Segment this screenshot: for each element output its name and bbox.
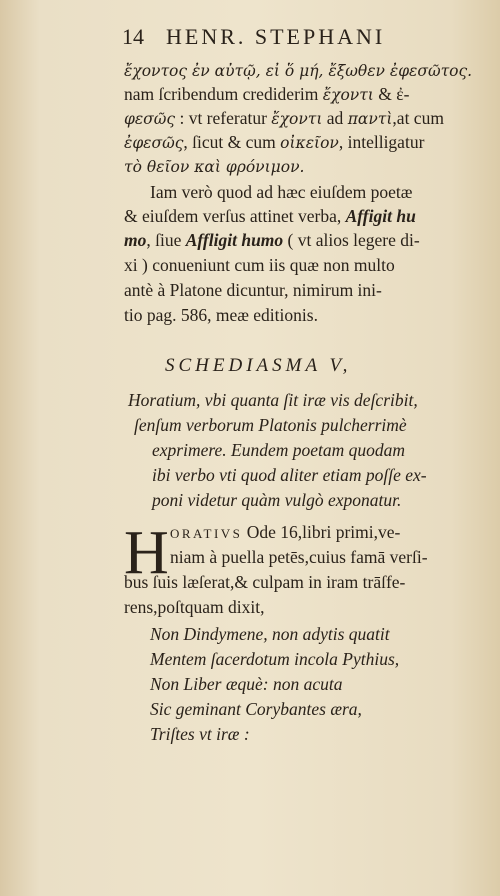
page-number: 14 [122, 24, 144, 49]
argument-line: ibi verbo vti quod aliter etiam poſſe ex- [152, 465, 427, 485]
text-line: xi ) conueniunt cum iis quæ non multo [124, 255, 395, 275]
running-title: HENR. STEPHANI [166, 24, 386, 49]
verse-line: Non Dindymene, non adytis quatit [150, 624, 390, 644]
verse-line: Non Liber æquè: non acuta [150, 674, 343, 694]
text-line: ORATIVS Ode 16,libri primi,ve- [170, 522, 401, 542]
text-line: nam ſcribendum crediderim ἔχοντι & ἐ- [124, 84, 410, 104]
text-line: ἔχοντος ἐν αὐτῷ, εἰ ὅ μή, ἔξωθεν ἐφεσῶτος. [124, 62, 473, 80]
argument-line: Horatium, vbi quanta ſit iræ vis deſcribit, [128, 390, 418, 410]
verse-line: Sic geminant Corybantes æra, [150, 699, 362, 719]
argument-line: poni videtur quàm vulgò exponatur. [152, 490, 402, 510]
text-line: Iam verò quod ad hæc eiuſdem poetæ [150, 182, 413, 202]
argument-line: exprimere. Eundem poetam quodam [152, 440, 406, 460]
text-line: tio pag. 586, meæ editionis. [124, 305, 318, 325]
text-line: mo, ſiue Affligit humo ( vt alios legere di- [124, 230, 420, 250]
running-header [122, 24, 452, 54]
text-line: bus ſuis læſerat,& culpam in iram trāſfe- [124, 572, 406, 592]
text-line: niam à puella petēs,cuius famā verſi- [170, 547, 428, 567]
verse-line: Mentem ſacerdotum incola Pythius, [150, 649, 400, 669]
verse-line: Triſtes vt iræ : [150, 724, 250, 744]
section-title: SCHEDIASMA V, [165, 355, 352, 376]
text-line: rens,poſtquam dixit, [124, 597, 265, 617]
text-line: τὸ θεῖον καὶ φρόνιμον. [124, 158, 305, 176]
text-line: φεσῶς : vt referatur ἔχοντι ad παντὶ,at cum [124, 108, 444, 128]
text-line: & eiuſdem verſus attinet verba, Affigit hu [124, 206, 416, 226]
argument-line: ſenſum verborum Platonis pulcherrimè [134, 415, 407, 435]
drop-cap: H [124, 519, 169, 587]
text-line: antè à Platone dicuntur, nimirum ini- [124, 280, 382, 300]
text-line: ἐφεσῶς, ſicut & cum οἰκεῖον, intelligatur [124, 132, 425, 152]
